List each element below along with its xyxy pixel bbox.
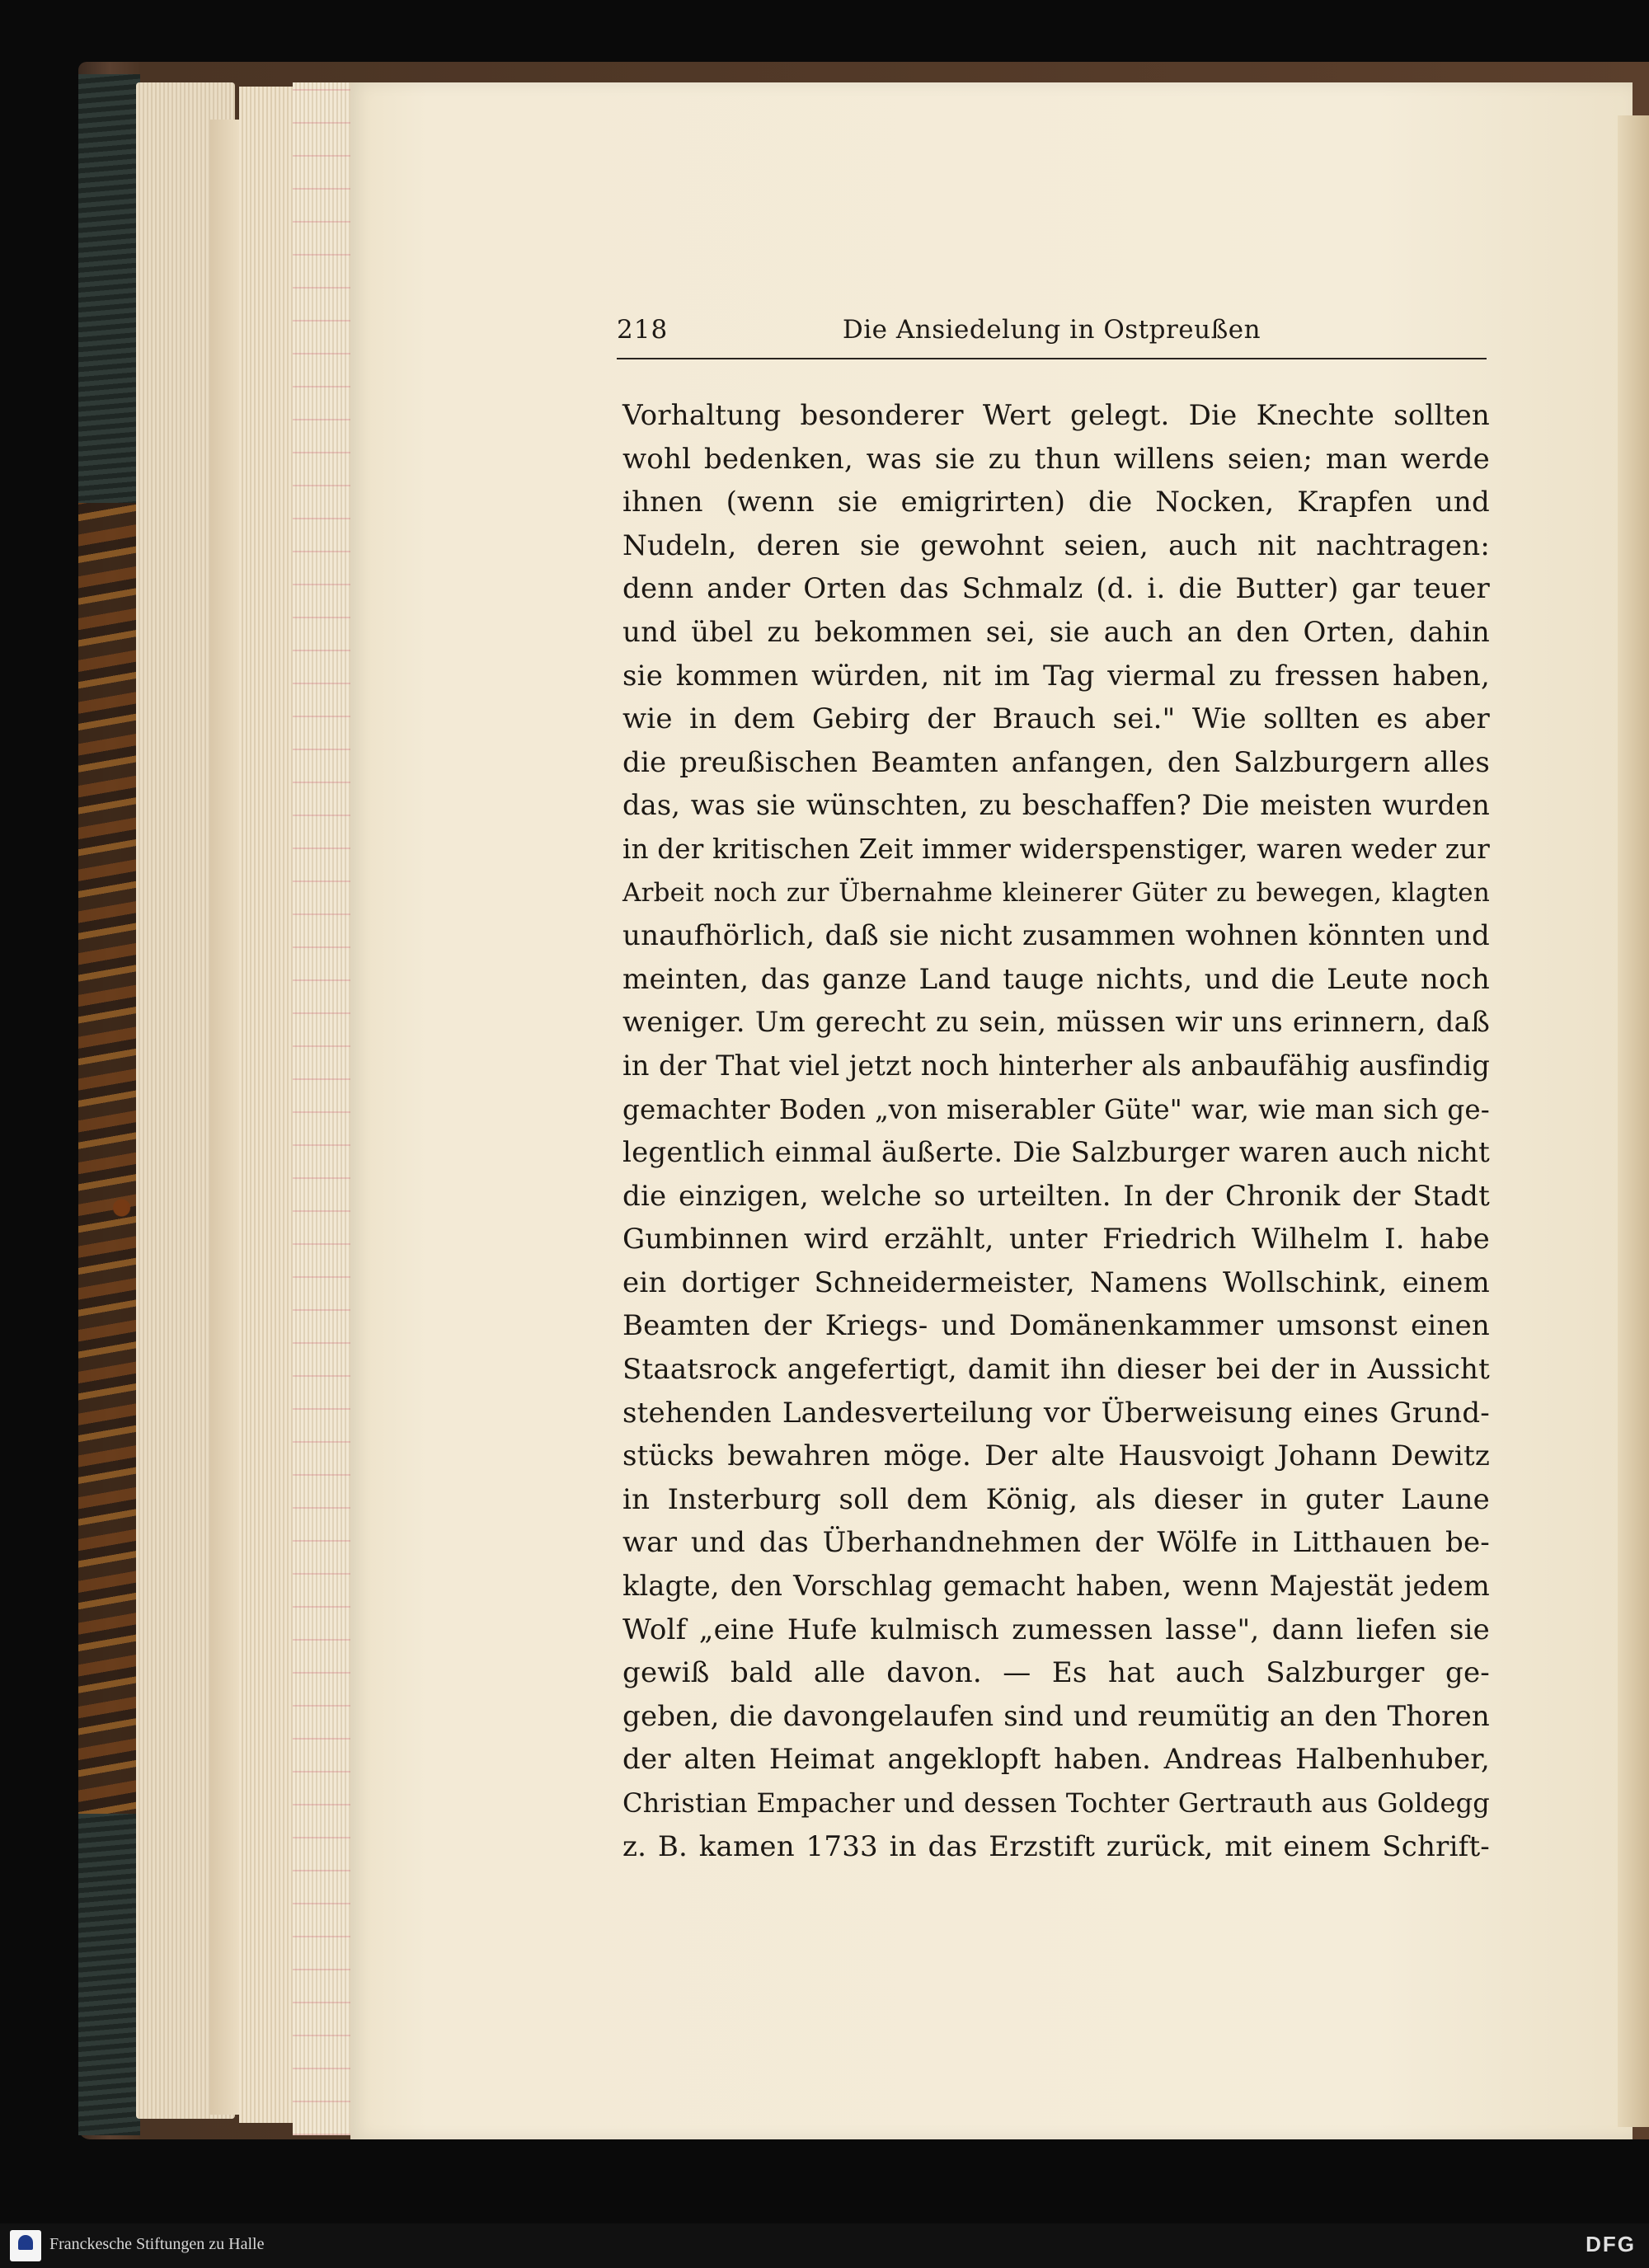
page-right-edge bbox=[1618, 115, 1649, 2127]
text-line: Christian Empacher und dessen Tochter Gertrauth aus Goldegg bbox=[622, 1787, 1490, 1819]
institution-logo-icon[interactable] bbox=[10, 2230, 41, 2261]
text-line: die einzigen, welche so urteilten. In der Chronik der Stadt bbox=[622, 1179, 1490, 1213]
spine-bottom-cloth bbox=[78, 1814, 140, 2135]
institution-name[interactable]: Franckesche Stiftungen zu Halle bbox=[49, 2235, 265, 2253]
footer-bar bbox=[0, 2223, 1649, 2268]
text-line: sie kommen würden, nit im Tag viermal zu fressen haben, bbox=[622, 659, 1490, 693]
text-line: weniger. Um gerecht zu sein, müssen wir uns erinnern, daß bbox=[622, 1006, 1490, 1040]
text-line: und übel zu bekommen sei, sie auch an den Orten, dahin bbox=[622, 615, 1490, 649]
text-line: stehenden Landesverteilung vor Überweisung eines Grund- bbox=[622, 1396, 1490, 1430]
text-line: ein dortiger Schneidermeister, Namens Wollschink, einem bbox=[622, 1265, 1490, 1299]
text-line: Wolf „eine Hufe kulmisch zumessen lasse", dann liefen sie bbox=[622, 1613, 1490, 1646]
text-line: unaufhörlich, daß sie nicht zusammen wohnen könnten und bbox=[622, 919, 1490, 953]
text-line: klagte, den Vorschlag gemacht haben, wenn Majestät jedem bbox=[622, 1570, 1490, 1603]
text-line: wohl bedenken, was sie zu thun willens seien; man werde bbox=[622, 442, 1490, 476]
text-line: Staatsrock angefertigt, damit ihn dieser bei der in Aussicht bbox=[622, 1353, 1490, 1387]
text-line: z. B. kamen 1733 in das Erzstift zurück, mit einem Schrift- bbox=[622, 1829, 1490, 1863]
text-line: gemachter Boden „von miserabler Güte" war, wie man sich ge- bbox=[622, 1093, 1490, 1125]
text-line: meinten, das ganze Land tauge nichts, und die Leute noch bbox=[622, 962, 1490, 996]
text-line: die preußischen Beamten anfangen, den Salzburgern alles bbox=[622, 745, 1490, 779]
page-stack-right bbox=[293, 82, 355, 2135]
text-line: gewiß bald alle davon. — Es hat auch Salzburger ge- bbox=[622, 1656, 1490, 1690]
running-head bbox=[617, 315, 1487, 359]
text-line: stücks bewahren möge. Der alte Hausvoigt Johann Dewitz bbox=[622, 1439, 1490, 1473]
text-line: Nudeln, deren sie gewohnt seien, auch nit nachtragen: bbox=[622, 528, 1490, 562]
body-text bbox=[622, 394, 1490, 1868]
text-line: Gumbinnen wird erzählt, unter Friedrich Wilhelm I. habe bbox=[622, 1223, 1490, 1256]
text-line: war und das Überhandnehmen der Wölfe in Litthauen be- bbox=[622, 1526, 1490, 1560]
text-line: der alten Heimat angeklopft haben. Andreas Halbenhuber, bbox=[622, 1743, 1490, 1777]
text-line: Arbeit noch zur Übernahme kleinerer Güter zu bewegen, klagten bbox=[622, 877, 1490, 908]
text-line: denn ander Orten das Schmalz (d. i. die Butter) gar teuer bbox=[622, 572, 1490, 606]
text-line: in Insterburg soll dem König, als dieser in guter Laune bbox=[622, 1482, 1490, 1516]
page-number: 218 bbox=[617, 315, 669, 345]
text-line: Vorhaltung besonderer Wert gelegt. Die Knechte sollten bbox=[622, 399, 1490, 432]
running-head-title: Die Ansiedelung in Ostpreußen bbox=[842, 315, 1261, 345]
text-line: ihnen (wenn sie emigrirten) die Nocken, Krapfen und bbox=[622, 486, 1490, 519]
text-line: legentlich einmal äußerte. Die Salzburger waren auch nicht bbox=[622, 1136, 1490, 1170]
text-line: Beamten der Kriegs- und Domänenkammer umsonst einen bbox=[622, 1309, 1490, 1343]
text-line: geben, die davongelaufen sind und reumütig an den Thoren bbox=[622, 1699, 1490, 1733]
text-line: das, was sie wünschten, zu beschaffen? Die meisten wurden bbox=[622, 789, 1490, 822]
dfg-logo[interactable]: DFG bbox=[1586, 2232, 1636, 2256]
text-line: wie in dem Gebirg der Brauch sei." Wie sollten es aber bbox=[622, 702, 1490, 736]
spine-top-cloth bbox=[78, 74, 140, 503]
text-line: in der kritischen Zeit immer widerspenstiger, waren weder zur bbox=[622, 833, 1490, 865]
text-line: in der That viel jetzt noch hinterher als anbaufähig ausfindig bbox=[622, 1049, 1490, 1082]
